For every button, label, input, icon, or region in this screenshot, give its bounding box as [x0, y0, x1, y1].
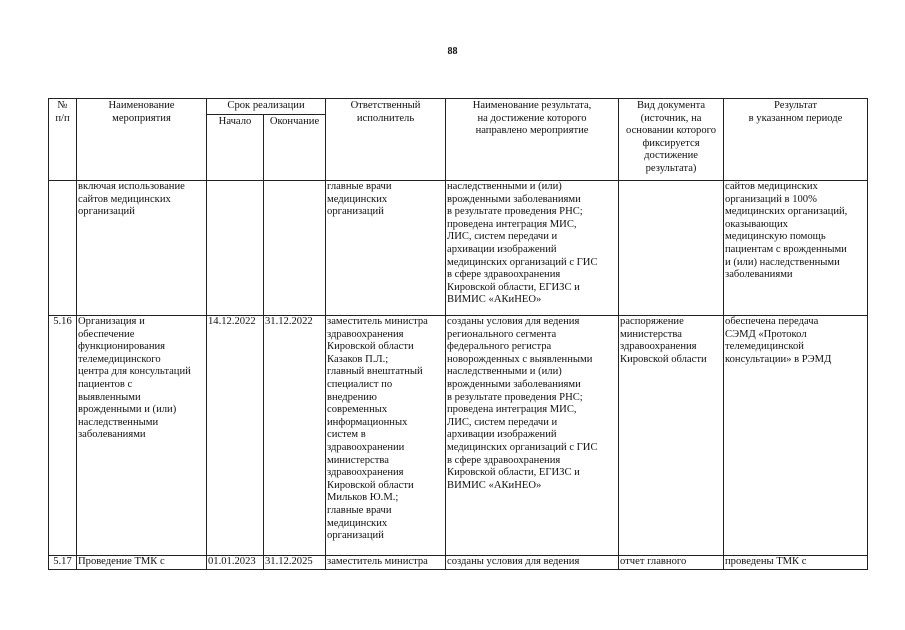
row-start: 01.01.2023: [207, 556, 264, 570]
row-start: [207, 181, 264, 316]
row-name: включая использование сайтов медицинских организаций: [77, 181, 207, 316]
header-num: № п/п: [49, 99, 77, 181]
row-doc-type: отчет главного: [619, 556, 724, 570]
activities-table: [48, 98, 868, 570]
row-doc-type: [619, 181, 724, 316]
header-result-name: Наименование результата, на достижение которого направлено мероприятие: [446, 99, 619, 181]
row-name: Организация и обеспечение функционирования телемедицинского центра для консультаций пациентов с выявленными врожденными и (или) наследственными заболеваниями: [77, 316, 207, 556]
table-row: [49, 316, 868, 556]
row-end: 31.12.2022: [264, 316, 326, 556]
header-end: Окончание: [264, 115, 326, 181]
header-responsible: Ответственный исполнитель: [326, 99, 446, 181]
header-row: [49, 99, 868, 115]
table-row: [49, 181, 868, 316]
row-doc-type: распоряжение министерства здравоохранения Кировской области: [619, 316, 724, 556]
row-name: Проведение ТМК с: [77, 556, 207, 570]
header-result: Результат в указанном периоде: [724, 99, 868, 181]
row-num: 5.17: [49, 556, 77, 570]
row-result: сайтов медицинских организаций в 100% медицинских организаций, оказывающих медицинскую помощь пациентам с врожденными и (или) наследственными заболеваниями: [724, 181, 868, 316]
row-responsible: заместитель министра: [326, 556, 446, 570]
header-period: Срок реализации: [207, 99, 326, 115]
row-num: 5.16: [49, 316, 77, 556]
table-row: [49, 556, 868, 570]
row-num: [49, 181, 77, 316]
header-start: Начало: [207, 115, 264, 181]
row-responsible: главные врачи медицинских организаций: [326, 181, 446, 316]
row-result-name: созданы условия для ведения регионального сегмента федерального регистра новорожденных с выявленными наследственными и (или) врожденными заболеваниями в результате проведения РНС; проведена интеграция МИС, ЛИС, систем передачи и архивации изображений медицинских организаций с ГИС в сфере здравоохранения Кировской области, ЕГИЗС и ВИМИС «АКиНЕО»: [446, 316, 619, 556]
row-end: 31.12.2025: [264, 556, 326, 570]
row-start: 14.12.2022: [207, 316, 264, 556]
page-number: 88: [447, 46, 458, 57]
row-end: [264, 181, 326, 316]
row-result: обеспечена передача СЭМД «Протокол телемедицинской консультации» в РЭМД: [724, 316, 868, 556]
header-doc-type: Вид документа (источник, на основании которого фиксируется достижение результата): [619, 99, 724, 181]
header-name: Наименование мероприятия: [77, 99, 207, 181]
row-responsible: заместитель министра здравоохранения Кировской области Казаков П.Л.; главный внештатный специалист по внедрению современных информационных систем в здравоохранении министерства здравоохранения Кировской области Мильков Ю.М.; главные врачи медицинских организаций: [326, 316, 446, 556]
row-result-name: наследственными и (или) врожденными заболеваниями в результате проведения РНС; проведена интеграция МИС, ЛИС, систем передачи и архивации изображений медицинских организаций с ГИС в сфере здравоохранения Кировской области, ЕГИЗС и ВИМИС «АКиНЕО»: [446, 181, 619, 316]
row-result: проведены ТМК с: [724, 556, 868, 570]
row-result-name: созданы условия для ведения: [446, 556, 619, 570]
